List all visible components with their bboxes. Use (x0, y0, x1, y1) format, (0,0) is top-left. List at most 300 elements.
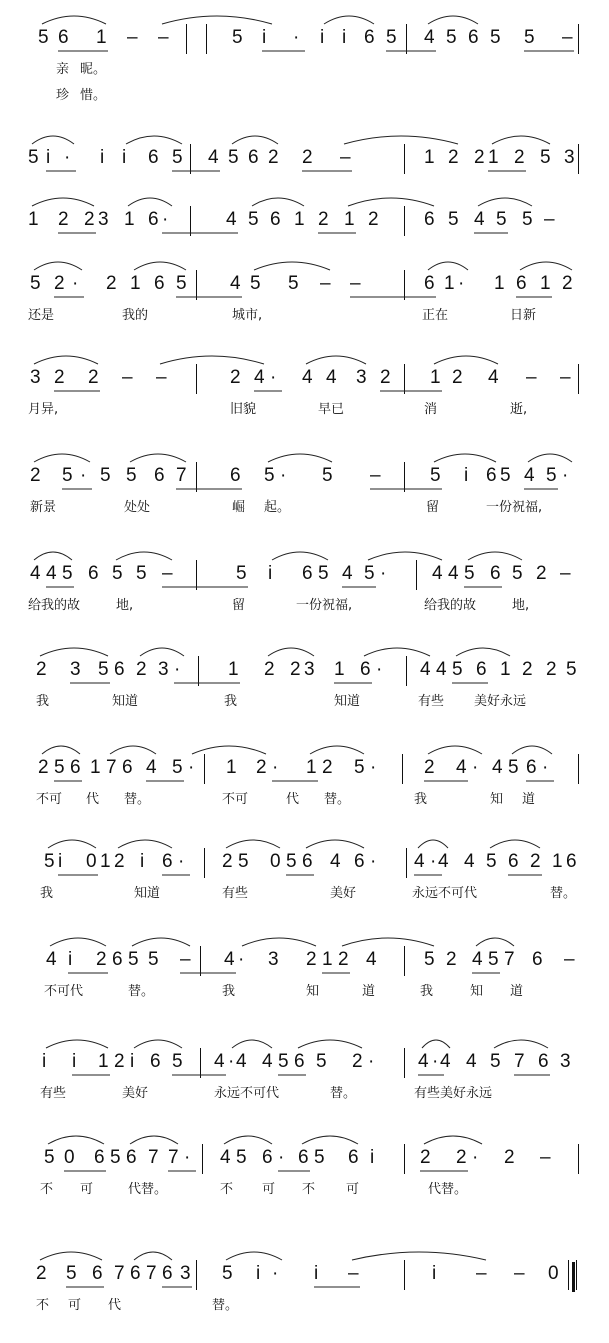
note: 7 (168, 1147, 179, 1168)
note: · (368, 1051, 375, 1072)
note: 4 (46, 949, 57, 970)
bar-line (404, 144, 405, 174)
note: 5 (172, 1051, 183, 1072)
bar-line (190, 206, 191, 236)
note: 5 (172, 147, 183, 168)
note: · (562, 465, 569, 486)
note: 2 (114, 851, 125, 872)
note: 6 (526, 757, 537, 778)
note: 5 (452, 659, 463, 680)
lyric: 给我的故 (28, 598, 81, 613)
bar-line (200, 946, 201, 976)
note: – (158, 27, 169, 48)
note: 4 (230, 273, 241, 294)
note: 1 (344, 209, 355, 230)
note: 6 (150, 1051, 161, 1072)
note: · (376, 659, 383, 680)
note: 2 (36, 659, 47, 680)
note: 6 (88, 563, 99, 584)
note: · (178, 851, 185, 872)
note: 1 (430, 367, 441, 388)
note: 2 (268, 147, 279, 168)
lyric: 美好 (122, 1086, 149, 1101)
note: 1 (96, 27, 107, 48)
lyric: 一份祝福, (296, 598, 353, 613)
note: – (514, 1263, 525, 1284)
note: · (238, 949, 245, 970)
note: 2 (54, 367, 65, 388)
lyric: 昵。 (80, 62, 107, 77)
lyric: 留 (232, 598, 246, 613)
note: 1 (28, 209, 39, 230)
note: · (293, 27, 300, 48)
note: – (526, 367, 537, 388)
lyric: 起。 (264, 500, 291, 515)
note: · (380, 563, 387, 584)
note: 5 (286, 851, 297, 872)
note: 5 (524, 27, 535, 48)
note: 7 (148, 1147, 159, 1168)
note: – (122, 367, 133, 388)
lyric: 替。 (550, 886, 577, 901)
lyric: 月异, (28, 402, 59, 417)
lyric: 道 (522, 792, 536, 807)
note: 0 (64, 1147, 75, 1168)
lyric: 不 (40, 1182, 54, 1197)
bar-line (576, 1260, 577, 1290)
bar-line (404, 1144, 405, 1174)
note: 5 (508, 757, 519, 778)
note: 0 (270, 851, 281, 872)
note: 5 (424, 949, 435, 970)
note: i (130, 1051, 135, 1072)
note: i (68, 949, 73, 970)
note: 5 (54, 757, 65, 778)
note: 5 (66, 1263, 77, 1284)
note: 4 (236, 1051, 247, 1072)
note: 5 (232, 27, 243, 48)
note: 5 (566, 659, 577, 680)
bar-line (416, 560, 417, 590)
note: 6 (476, 659, 487, 680)
lyric: 不 (36, 1298, 50, 1313)
bar-line (578, 24, 579, 54)
note: 4 (214, 1051, 225, 1072)
bar-line (404, 946, 405, 976)
bar-line (406, 848, 407, 878)
note: 1 (130, 273, 141, 294)
lyric: 有些 (222, 886, 249, 901)
note: 2 (306, 949, 317, 970)
note: 5 (288, 273, 299, 294)
note: 5 (264, 465, 275, 486)
note: · (80, 465, 87, 486)
lyric: 我 (414, 792, 428, 807)
note: 4 (30, 563, 41, 584)
lyric: 知道 (112, 694, 139, 709)
note: 1 (322, 949, 333, 970)
note: 5 (38, 27, 49, 48)
note: 5 (44, 851, 55, 872)
note: 2 (424, 757, 435, 778)
note: i (320, 27, 325, 48)
lyric: 正在 (422, 308, 449, 323)
note: 2 (230, 367, 241, 388)
note: – (180, 949, 191, 970)
note: – (564, 949, 575, 970)
note: 5 (222, 1263, 233, 1284)
note: · (228, 1051, 235, 1072)
bar-line (196, 560, 197, 590)
note: 4 (208, 147, 219, 168)
lyric: 美好永远 (474, 694, 527, 709)
note: 2 (136, 659, 147, 680)
note: 2 (114, 1051, 125, 1072)
note: 2 (368, 209, 379, 230)
note: i (432, 1263, 437, 1284)
note: 1 (228, 659, 239, 680)
note: 4 (224, 949, 235, 970)
note: 4 (448, 563, 459, 584)
note: 4 (146, 757, 157, 778)
note: 2 (514, 147, 525, 168)
note: 5 (98, 659, 109, 680)
note: 0 (86, 851, 97, 872)
note: 3 (304, 659, 315, 680)
lyric: 惜。 (80, 88, 107, 103)
note: 5 (486, 851, 497, 872)
lyric: 可 (68, 1298, 82, 1313)
note: 5 (44, 1147, 55, 1168)
note: 2 (452, 367, 463, 388)
bar-line (404, 206, 405, 236)
note: 5 (488, 949, 499, 970)
note: 6 (270, 209, 281, 230)
note: · (472, 757, 479, 778)
note: – (560, 367, 571, 388)
note: i (100, 147, 105, 168)
note: 2 (352, 1051, 363, 1072)
lyric: 不可 (222, 792, 249, 807)
note: 4 (366, 949, 377, 970)
bar-line (578, 754, 579, 784)
note: 2 (536, 563, 547, 584)
note: 4 (474, 209, 485, 230)
note: 0 (548, 1263, 559, 1284)
lyric: 知 (490, 792, 504, 807)
note: 7 (114, 1263, 125, 1284)
note: 5 (318, 563, 329, 584)
note: · (430, 851, 437, 872)
bar-line (578, 144, 579, 174)
note: 4 (424, 27, 435, 48)
note: 4 (464, 851, 475, 872)
note: 5 (62, 563, 73, 584)
note: 6 (70, 757, 81, 778)
note: 5 (136, 563, 147, 584)
note: – (540, 1147, 551, 1168)
note: · (72, 273, 79, 294)
note: 1 (494, 273, 505, 294)
lyric: 道 (362, 984, 376, 999)
note: 5 (364, 563, 375, 584)
note: 7 (176, 465, 187, 486)
bar-line (196, 270, 197, 300)
note: 5 (126, 465, 137, 486)
lyric: 代 (86, 792, 100, 807)
note: – (544, 209, 555, 230)
note: 6 (112, 949, 123, 970)
note: 5 (546, 465, 557, 486)
note: 1 (500, 659, 511, 680)
note: 5 (448, 209, 459, 230)
note: 5 (100, 465, 111, 486)
note: i (268, 563, 273, 584)
note: 1 (100, 851, 111, 872)
note: 1 (424, 147, 435, 168)
note: · (64, 147, 71, 168)
note: 2 (106, 273, 117, 294)
lyric: 可 (80, 1182, 94, 1197)
note: 5 (512, 563, 523, 584)
note: 4 (302, 367, 313, 388)
note: · (188, 757, 195, 778)
note: · (174, 659, 181, 680)
lyric: 处处 (124, 500, 151, 515)
note: 4 (330, 851, 341, 872)
note: 5 (322, 465, 333, 486)
bar-line (204, 848, 205, 878)
note: 5 (172, 757, 183, 778)
note: 5 (238, 851, 249, 872)
note: 6 (302, 851, 313, 872)
note: · (272, 1263, 279, 1284)
note: 6 (566, 851, 577, 872)
note: 2 (302, 147, 313, 168)
note: 6 (148, 209, 159, 230)
note: 2 (58, 209, 69, 230)
note: 4 (414, 851, 425, 872)
note: 6 (154, 465, 165, 486)
lyric: 代替。 (428, 1182, 468, 1197)
note: 5 (430, 465, 441, 486)
note: 5 (540, 147, 551, 168)
note: i (46, 147, 51, 168)
lyric: 我的 (122, 308, 149, 323)
bar-line (578, 364, 579, 394)
lyric: 不 (302, 1182, 316, 1197)
note: 4 (226, 209, 237, 230)
lyric: 替。 (128, 984, 155, 999)
lyric: 替。 (212, 1298, 239, 1313)
note: 2 (522, 659, 533, 680)
note: 4 (262, 1051, 273, 1072)
note: – (156, 367, 167, 388)
note: 2 (530, 851, 541, 872)
bar-line (186, 24, 187, 54)
note: 4 (342, 563, 353, 584)
bar-line (198, 656, 199, 686)
note: · (472, 1147, 479, 1168)
note: 7 (146, 1263, 157, 1284)
lyric: 我 (36, 694, 50, 709)
note: 7 (106, 757, 117, 778)
note: 6 (532, 949, 543, 970)
lyric: 代 (286, 792, 300, 807)
lyric: 可 (346, 1182, 360, 1197)
note: 1 (334, 659, 345, 680)
note: – (162, 563, 173, 584)
note: 6 (486, 465, 497, 486)
note: 5 (316, 1051, 327, 1072)
note: · (272, 757, 279, 778)
lyric: 不可 (36, 792, 63, 807)
note: 4 (472, 949, 483, 970)
note: 6 (262, 1147, 273, 1168)
lyric: 留 (426, 500, 440, 515)
note: 6 (92, 1263, 103, 1284)
note: i (464, 465, 469, 486)
note: 3 (70, 659, 81, 680)
lyric: 不可代 (44, 984, 84, 999)
note: – (370, 465, 381, 486)
note: 4 (524, 465, 535, 486)
bar-line (404, 270, 405, 300)
note: 6 (248, 147, 259, 168)
bar-line (406, 656, 407, 686)
note: 2 (338, 949, 349, 970)
note: 4 (466, 1051, 477, 1072)
bar-line (404, 1048, 405, 1078)
note: 6 (468, 27, 479, 48)
note: 2 (546, 659, 557, 680)
note: 2 (222, 851, 233, 872)
note: 2 (264, 659, 275, 680)
note: 2 (420, 1147, 431, 1168)
note: · (278, 1147, 285, 1168)
note: 1 (306, 757, 317, 778)
note: i (42, 1051, 47, 1072)
lyric: 我 (224, 694, 238, 709)
note: 5 (446, 27, 457, 48)
note: i (72, 1051, 77, 1072)
note: 1 (124, 209, 135, 230)
bar-line (404, 1260, 405, 1290)
lyric: 我 (40, 886, 54, 901)
note: 6 (162, 1263, 173, 1284)
note: 3 (30, 367, 41, 388)
note: 5 (30, 273, 41, 294)
note: 3 (268, 949, 279, 970)
note: 6 (126, 1147, 137, 1168)
note: · (270, 367, 277, 388)
note: 4 (254, 367, 265, 388)
note: 2 (30, 465, 41, 486)
note: 2 (322, 757, 333, 778)
bar-line (404, 364, 405, 394)
note: 4 (456, 757, 467, 778)
bar-line (404, 462, 405, 492)
note: 6 (354, 851, 365, 872)
note: 5 (278, 1051, 289, 1072)
note: · (458, 273, 465, 294)
lyric: 旧貌 (230, 402, 257, 417)
note: 2 (474, 147, 485, 168)
bar-line (578, 1144, 579, 1174)
note: 2 (290, 659, 301, 680)
note: 1 (540, 273, 551, 294)
lyric: 崛 (232, 500, 246, 515)
note: 2 (256, 757, 267, 778)
note: 6 (516, 273, 527, 294)
lyric: 地, (116, 598, 134, 613)
note: 5 (128, 949, 139, 970)
note: 2 (562, 273, 573, 294)
note: 6 (424, 273, 435, 294)
note: 1 (444, 273, 455, 294)
note: 5 (228, 147, 239, 168)
note: 6 (538, 1051, 549, 1072)
note: 2 (96, 949, 107, 970)
note: 3 (564, 147, 575, 168)
bar-line (568, 1260, 569, 1290)
note: 5 (490, 1051, 501, 1072)
bar-line (196, 1260, 197, 1290)
note: – (476, 1263, 487, 1284)
note: 5 (28, 147, 39, 168)
note: 6 (348, 1147, 359, 1168)
lyric: 珍 (56, 88, 70, 103)
note: 4 (326, 367, 337, 388)
note: 5 (250, 273, 261, 294)
note: 7 (514, 1051, 525, 1072)
note: – (348, 1263, 359, 1284)
note: 2 (446, 949, 457, 970)
note: 2 (318, 209, 329, 230)
lyric: 有些 (40, 1086, 67, 1101)
note: i (122, 147, 127, 168)
lyric: 知 (306, 984, 320, 999)
note: – (350, 273, 361, 294)
lyric: 消 (424, 402, 438, 417)
note: 2 (456, 1147, 467, 1168)
note: 3 (560, 1051, 571, 1072)
lyric: 知 (470, 984, 484, 999)
lyric: 给我的故 (424, 598, 477, 613)
note: 5 (314, 1147, 325, 1168)
lyric: 城市, (232, 308, 263, 323)
note: 5 (496, 209, 507, 230)
note: 6 (364, 27, 375, 48)
lyric: 有些美好永远 (414, 1086, 493, 1101)
lyric: 代 (108, 1298, 122, 1313)
note: – (560, 563, 571, 584)
lyric: 逝, (510, 402, 528, 417)
note: 4 (418, 1051, 429, 1072)
note: 4 (488, 367, 499, 388)
note: 5 (522, 209, 533, 230)
note: – (340, 147, 351, 168)
note: 5 (248, 209, 259, 230)
note: · (542, 757, 549, 778)
note: i (262, 27, 267, 48)
note: · (184, 1147, 191, 1168)
note: 6 (122, 757, 133, 778)
bar-line (196, 462, 197, 492)
note: 5 (62, 465, 73, 486)
note: 5 (236, 563, 247, 584)
note: 6 (114, 659, 125, 680)
